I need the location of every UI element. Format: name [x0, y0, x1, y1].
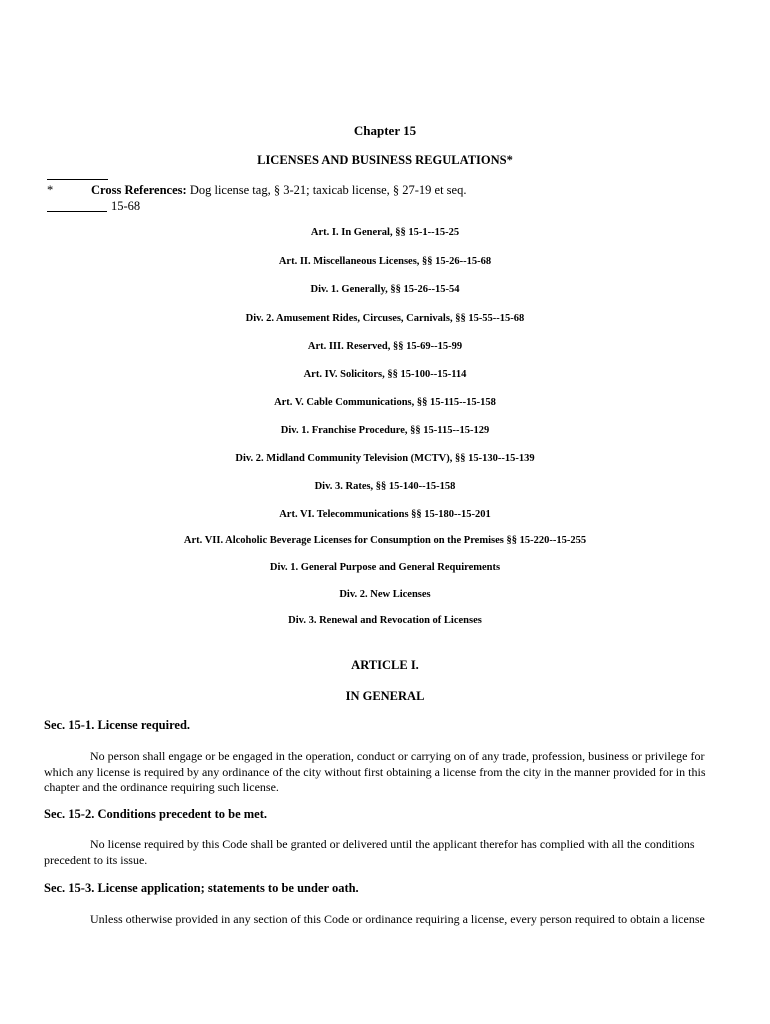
footnote-label: Cross References:	[91, 183, 187, 197]
article-title: IN GENERAL	[345, 689, 425, 703]
footnote-continuation: 15-68	[111, 199, 141, 213]
toc-entry: Art. IV. Solicitors, §§ 15-100--15-114	[303, 369, 467, 380]
section-heading: Sec. 15-3. License application; statements to be under oath.	[44, 881, 359, 895]
toc-entry: Div. 3. Rates, §§ 15-140--15-158	[314, 481, 456, 492]
article-number: ARTICLE I.	[351, 658, 419, 672]
footnote-rule-bottom	[47, 211, 107, 212]
toc-entry: Art. II. Miscellaneous Licenses, §§ 15-26--15-68	[278, 256, 492, 267]
toc-entry: Div. 1. Franchise Procedure, §§ 15-115--15-129	[280, 425, 490, 436]
footnote-text	[91, 183, 466, 198]
section-heading: Sec. 15-1. License required.	[44, 718, 191, 732]
toc-entry: Art. V. Cable Communications, §§ 15-115--15-158	[274, 397, 496, 408]
section-body: Unless otherwise provided in any section of this Code or ordinance requiring a license, every person required to obtain a license	[90, 912, 705, 926]
footnote-body: Dog license tag, § 3-21; taxicab license, § 27-19 et seq.	[186, 183, 467, 197]
toc-entry: Art. III. Reserved, §§ 15-69--15-99	[307, 341, 463, 352]
chapter-number: Chapter 15	[353, 123, 417, 138]
toc-entry: Div. 1. General Purpose and General Requirements	[269, 562, 501, 573]
toc-entry: Div. 2. Amusement Rides, Circuses, Carnivals, §§ 15-55--15-68	[245, 313, 525, 324]
toc-entry: Div. 2. Midland Community Television (MCTV), §§ 15-130--15-139	[235, 453, 535, 464]
footnote-marker: *	[47, 183, 54, 197]
section-body: No person shall engage or be engaged in the operation, conduct or carrying on of any trade, profession, business or privilege for which any license is required by any ordinance of the city without first obtaining a license from the city in the manner provided for in this chapter and the ordinance requiring such license.	[44, 749, 706, 794]
toc-entry: Art. VII. Alcoholic Beverage Licenses for Consumption on the Premises §§ 15-220--15-255	[183, 535, 587, 546]
toc-entry: Div. 1. Generally, §§ 15-26--15-54	[310, 284, 460, 295]
chapter-title: LICENSES AND BUSINESS REGULATIONS*	[257, 153, 513, 167]
section-body: No license required by this Code shall be granted or delivered until the applicant therefor has complied with all the conditions precedent to its issue.	[44, 837, 695, 867]
toc-entry: Art. VI. Telecommunications §§ 15-180--15-201	[279, 509, 491, 520]
toc-entry: Div. 2. New Licenses	[339, 589, 431, 600]
toc-entry: Art. I. In General, §§ 15-1--15-25	[310, 227, 460, 238]
section-heading: Sec. 15-2. Conditions precedent to be met.	[44, 807, 268, 821]
toc-entry: Div. 3. Renewal and Revocation of Licenses	[288, 615, 482, 626]
footnote-rule-top	[47, 179, 108, 180]
